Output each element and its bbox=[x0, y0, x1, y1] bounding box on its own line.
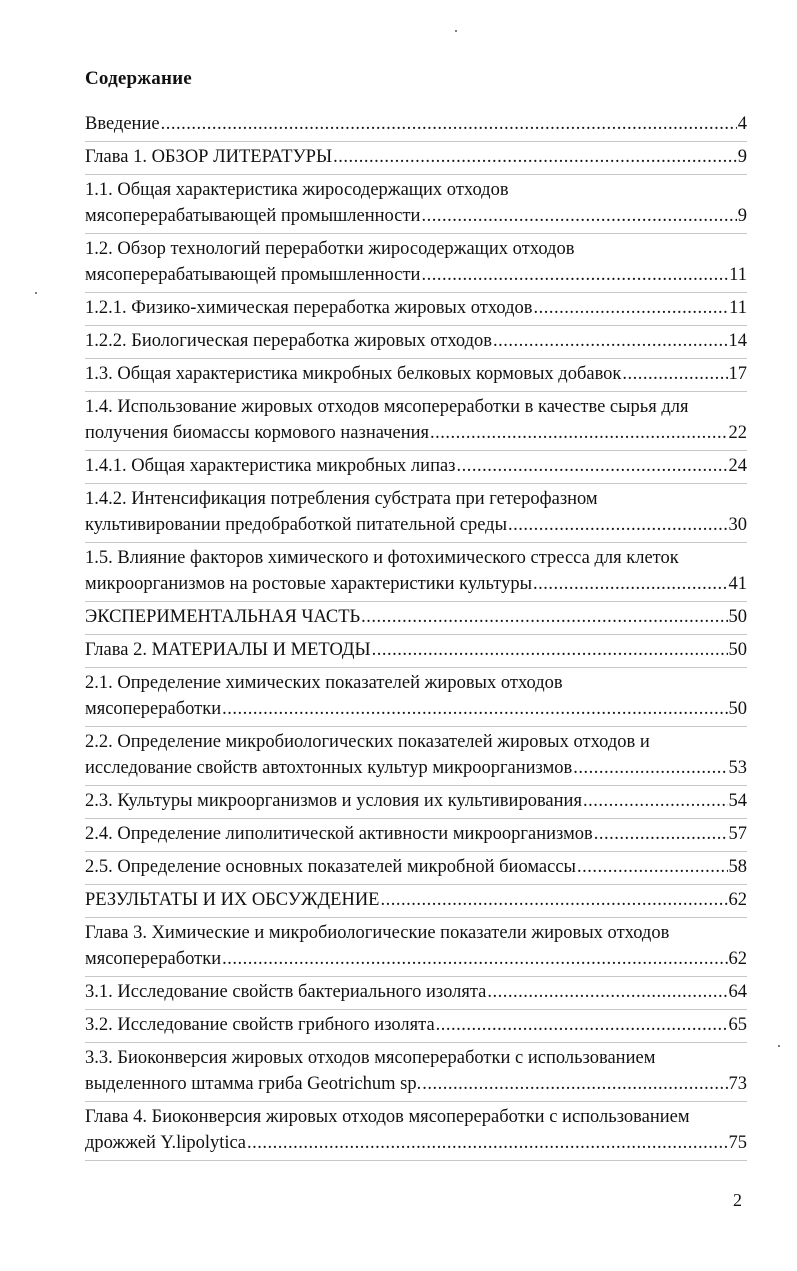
toc-entry-title: дрожжей Y.lipolytica bbox=[85, 1133, 246, 1153]
toc-entry-page: 41 bbox=[728, 574, 747, 594]
toc-entry-title: 2.4. Определение липолитической активности микроорганизмов bbox=[85, 824, 593, 844]
toc-entry-line bbox=[85, 755, 747, 781]
dot-leader bbox=[622, 361, 727, 381]
toc-entry-page: 65 bbox=[728, 1015, 747, 1035]
toc-entry-line bbox=[85, 788, 747, 814]
toc-entry-line bbox=[85, 295, 747, 321]
toc-entry-line bbox=[85, 1071, 747, 1097]
toc-entry-title: мясоперерабатывающей промышленности bbox=[85, 206, 421, 226]
toc-entry[interactable] bbox=[85, 144, 747, 175]
toc-entry-page: 50 bbox=[728, 607, 747, 627]
toc-entry-page: 30 bbox=[728, 515, 747, 535]
toc-entry-title: мясопереработки bbox=[85, 949, 222, 969]
toc-entry-page: 62 bbox=[728, 949, 747, 969]
dot-leader bbox=[487, 979, 727, 999]
toc-entry[interactable] bbox=[85, 788, 747, 819]
toc-entry-page: 64 bbox=[728, 982, 747, 1002]
toc-entry-title: 2.5. Определение основных показателей микробной биомассы bbox=[85, 857, 576, 877]
toc-entry-page: 9 bbox=[737, 147, 747, 167]
toc-entry-line bbox=[85, 637, 747, 663]
toc-entry-page: 73 bbox=[728, 1074, 747, 1094]
dot-leader bbox=[436, 1012, 728, 1032]
scan-speck bbox=[35, 292, 37, 294]
toc-entry[interactable] bbox=[85, 854, 747, 885]
toc-entry-title: 3.1. Исследование свойств бактериального изолята bbox=[85, 982, 487, 1002]
toc-entry-title-line: Глава 4. Биоконверсия жировых отходов мясопереработки с использованием bbox=[85, 1107, 690, 1127]
toc-entry-title: 1.4.1. Общая характеристика микробных липаз bbox=[85, 456, 456, 476]
toc-entry-title-line: 2.2. Определение микробиологических показателей жировых отходов и bbox=[85, 732, 650, 752]
toc-entry-page: 62 bbox=[728, 890, 747, 910]
dot-leader bbox=[421, 203, 736, 223]
toc-entry-page: 75 bbox=[728, 1133, 747, 1153]
dot-leader bbox=[430, 420, 727, 440]
dot-leader bbox=[361, 604, 727, 624]
toc-entry-line bbox=[85, 821, 747, 847]
toc-entry-title: Глава 1. ОБЗОР ЛИТЕРАТУРЫ bbox=[85, 147, 333, 167]
toc-entry[interactable] bbox=[85, 486, 747, 543]
toc-entry-page: 22 bbox=[728, 423, 747, 443]
toc-entry-line bbox=[85, 262, 747, 288]
toc-entry-title: Введение bbox=[85, 114, 160, 134]
toc-entry[interactable] bbox=[85, 453, 747, 484]
dot-leader bbox=[422, 1071, 727, 1091]
toc-entry[interactable] bbox=[85, 361, 747, 392]
toc-entry-page: 58 bbox=[728, 857, 747, 877]
dot-leader bbox=[222, 946, 727, 966]
toc-entry-page: 17 bbox=[728, 364, 747, 384]
toc-entry-title: получения биомассы кормового назначения bbox=[85, 423, 430, 443]
toc-entry[interactable] bbox=[85, 295, 747, 326]
toc-entry-page: 4 bbox=[737, 114, 747, 134]
toc-entry-title: 1.2.2. Биологическая переработка жировых отходов bbox=[85, 331, 493, 351]
toc-entry[interactable] bbox=[85, 1104, 747, 1161]
toc-entry-page: 24 bbox=[728, 456, 747, 476]
toc-entry-page: 14 bbox=[728, 331, 747, 351]
toc-entry[interactable] bbox=[85, 177, 747, 234]
page-title: Содержание bbox=[85, 68, 192, 89]
toc-entry-title: Глава 2. МАТЕРИАЛЫ И МЕТОДЫ bbox=[85, 640, 371, 660]
dot-leader bbox=[508, 512, 727, 532]
toc-entry[interactable] bbox=[85, 1045, 747, 1102]
toc-entry-line bbox=[85, 1012, 747, 1038]
toc-entry-line bbox=[85, 203, 747, 229]
dot-leader bbox=[372, 637, 728, 657]
toc-entry-title-line: Глава 3. Химические и микробиологические показатели жировых отходов bbox=[85, 923, 670, 943]
toc-entry[interactable] bbox=[85, 670, 747, 727]
toc-entry[interactable] bbox=[85, 920, 747, 977]
dot-leader bbox=[457, 453, 728, 473]
dot-leader bbox=[247, 1130, 728, 1150]
toc-entry-title: 1.3. Общая характеристика микробных белковых кормовых добавок bbox=[85, 364, 622, 384]
toc-entry[interactable] bbox=[85, 545, 747, 602]
toc-entry-page: 50 bbox=[728, 699, 747, 719]
toc-entry-title: исследование свойств автохтонных культур микроорганизмов bbox=[85, 758, 573, 778]
scan-speck bbox=[778, 1045, 780, 1047]
toc-entry-line bbox=[85, 696, 747, 722]
toc-entry-title: 3.2. Исследование свойств грибного изолята bbox=[85, 1015, 435, 1035]
toc-entry-title: 2.3. Культуры микроорганизмов и условия их культивирования bbox=[85, 791, 582, 811]
toc-entry-title: РЕЗУЛЬТАТЫ И ИХ ОБСУЖДЕНИЕ bbox=[85, 890, 380, 910]
toc-entry[interactable] bbox=[85, 887, 747, 918]
dot-leader bbox=[493, 328, 727, 348]
toc-entry-page: 57 bbox=[728, 824, 747, 844]
dot-leader bbox=[577, 854, 728, 874]
toc-entry[interactable] bbox=[85, 821, 747, 852]
toc-entry-title: 1.2.1. Физико-химическая переработка жировых отходов bbox=[85, 298, 533, 318]
toc-entry-line bbox=[85, 512, 747, 538]
toc-entry[interactable] bbox=[85, 111, 747, 142]
toc-entry[interactable] bbox=[85, 729, 747, 786]
toc-entry-page: 50 bbox=[728, 640, 747, 660]
toc-entry-line bbox=[85, 571, 747, 597]
toc-entry-title-line: 1.4. Использование жировых отходов мясопереработки в качестве сырья для bbox=[85, 397, 689, 417]
dot-leader bbox=[380, 887, 727, 907]
toc-entry[interactable] bbox=[85, 236, 747, 293]
toc-entry-line bbox=[85, 144, 747, 170]
toc-entry-title: ЭКСПЕРИМЕНТАЛЬНАЯ ЧАСТЬ bbox=[85, 607, 361, 627]
toc-entry-title-line: 2.1. Определение химических показателей жировых отходов bbox=[85, 673, 563, 693]
toc-entry-line bbox=[85, 420, 747, 446]
toc-entry[interactable] bbox=[85, 394, 747, 451]
dot-leader bbox=[534, 295, 729, 315]
dot-leader bbox=[222, 696, 727, 716]
toc-entry-title: выделенного штамма гриба Geotrichum sp. bbox=[85, 1074, 422, 1094]
toc-entry[interactable] bbox=[85, 979, 747, 1010]
toc-entry-line bbox=[85, 854, 747, 880]
toc-entry[interactable] bbox=[85, 1012, 747, 1043]
toc-entry-page: 54 bbox=[728, 791, 747, 811]
toc-entry-line bbox=[85, 887, 747, 913]
toc-entry[interactable] bbox=[85, 604, 747, 635]
toc-entry-line bbox=[85, 453, 747, 479]
dot-leader bbox=[421, 262, 728, 282]
toc-entry-line bbox=[85, 111, 747, 137]
toc-entry[interactable] bbox=[85, 328, 747, 359]
toc-entry-line bbox=[85, 1130, 747, 1156]
dot-leader bbox=[161, 111, 737, 131]
toc-entry-title-line: 1.5. Влияние факторов химического и фотохимического стресса для клеток bbox=[85, 548, 679, 568]
toc-entry-title-line: 1.2. Обзор технологий переработки жиросодержащих отходов bbox=[85, 239, 575, 259]
dot-leader bbox=[583, 788, 728, 808]
page-number: 2 bbox=[733, 1190, 742, 1210]
toc-entry-title-line: 3.3. Биоконверсия жировых отходов мясопереработки с использованием bbox=[85, 1048, 656, 1068]
toc-entry-page: 9 bbox=[737, 206, 747, 226]
toc-entry-line bbox=[85, 946, 747, 972]
toc-entry-line bbox=[85, 604, 747, 630]
toc-entry-line bbox=[85, 361, 747, 387]
toc-entry-line bbox=[85, 328, 747, 354]
toc-entry-page: 11 bbox=[729, 298, 747, 318]
toc-entry[interactable] bbox=[85, 637, 747, 668]
toc-entry-title: культивировании предобработкой питательной среды bbox=[85, 515, 508, 535]
toc-entry-title: мясоперерабатывающей промышленности bbox=[85, 265, 421, 285]
dot-leader bbox=[573, 755, 727, 775]
toc-entry-line bbox=[85, 979, 747, 1005]
toc-entry-title-line: 1.4.2. Интенсификация потребления субстрата при гетерофазном bbox=[85, 489, 598, 509]
toc-entry-title: мясопереработки bbox=[85, 699, 222, 719]
toc-entry-title-line: 1.1. Общая характеристика жиросодержащих отходов bbox=[85, 180, 509, 200]
scan-speck bbox=[455, 30, 457, 32]
dot-leader bbox=[333, 144, 737, 164]
toc-entry-page: 53 bbox=[728, 758, 747, 778]
table-of-contents bbox=[85, 111, 747, 1163]
toc-entry-page: 11 bbox=[729, 265, 747, 285]
dot-leader bbox=[533, 571, 727, 591]
toc-entry-title: микроорганизмов на ростовые характеристики культуры bbox=[85, 574, 533, 594]
dot-leader bbox=[594, 821, 728, 841]
